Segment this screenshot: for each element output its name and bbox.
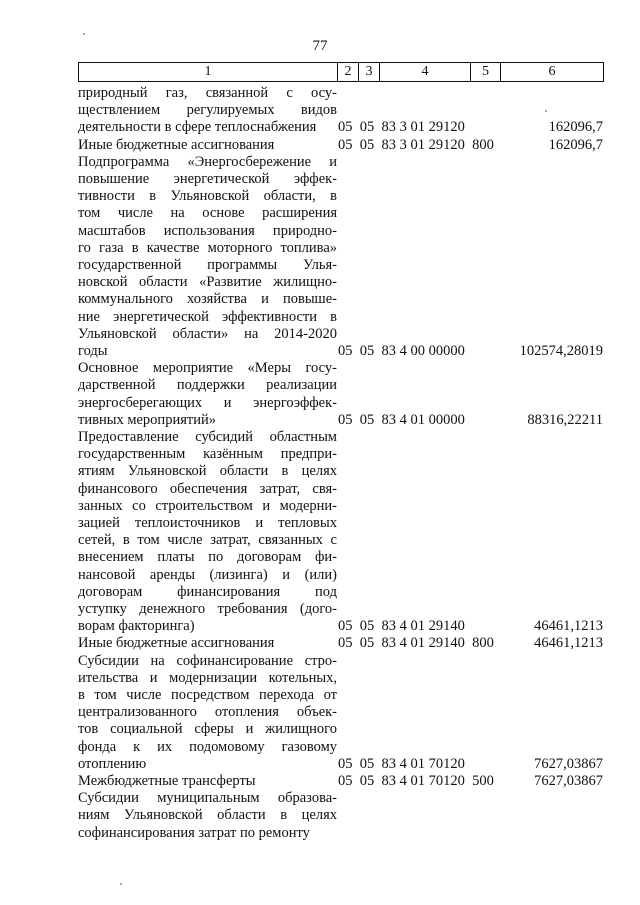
row-3-line-2: энергосберегающих и энергоэффек- [78,394,337,411]
row-1-line-0: Иные бюджетные ассигнования [78,136,275,153]
header-col-6: 6 [500,62,604,82]
row-4-line-2: ятиям Ульяновской области в целях [78,463,337,480]
row-6-line-3: централизованного отопления объек- [78,704,337,721]
row-3-line-3: тивных мероприятий» [78,411,216,428]
row-4-line-7: внесением платы по договорам фи- [78,549,337,566]
row-6-line-6: отоплению [78,755,147,772]
row-4-line-5: зацией теплоисточников и тепловых [78,515,337,531]
header-col-3: 3 [358,62,379,82]
row-1-amount: 162096,7 [548,136,603,153]
row-8-line-0: Субсидии муниципальным образова- [78,790,337,807]
row-5-code: 05 05 83 4 01 29140 800 [338,635,494,652]
row-6-line-1: ительства и модернизации котельных, [78,669,337,686]
row-5-amount: 46461,1213 [534,635,603,652]
row-0-line-2: деятельности в сфере теплоснабжения [78,119,317,136]
row-4-line-1: государственным казённым предпри- [78,446,337,463]
row-3-code: 05 05 83 4 01 00000 [338,411,465,428]
row-2-line-4: масштабов использования природно- [78,222,337,239]
row-4-code: 05 05 83 4 01 29140 [338,618,465,635]
row-6-line-0: Субсидии на софинансирование стро- [78,652,337,669]
row-4-line-8: нансовой аренды (лизинга) и (или) [78,566,337,583]
scan-speck [120,883,122,885]
header-col-5: 5 [470,62,500,82]
row-6-line-4: тов социальной сферы и жилищного [78,721,337,738]
row-1-code: 05 05 83 3 01 29120 800 [338,136,494,153]
row-2-line-9: ние энергетической эффективности в [78,308,337,325]
row-2-line-3: том числе на основе расширения [78,205,337,222]
row-4-line-4: занных со строительством и модерни- [78,497,337,514]
row-0-code: 05 05 83 3 01 29120 [338,119,465,136]
row-3-amount: 88316,22211 [527,411,603,428]
row-2-amount: 102574,28019 [519,343,603,359]
row-2-code: 05 05 83 4 00 00000 [338,343,465,359]
row-3-line-0: Основное мероприятие «Меры госу- [78,360,337,377]
row-7-line-0: Межбюджетные трансферты [78,773,256,789]
row-4-line-0: Предоставление субсидий областным [78,429,337,445]
row-2-line-6: государственной программы Улья- [78,257,337,273]
row-2-line-10: Ульяновской области» на 2014-2020 [78,325,337,342]
row-0-line-0: природный газ, связанной с осу- [78,85,337,101]
row-4-line-10: уступку денежного требования (дого- [78,601,337,617]
row-6-line-2: в том числе посредством перехода от [78,687,337,703]
row-8-line-1: ниям Ульяновской области в целях [78,807,337,824]
row-3-line-1: дарственной поддержки реализации [78,377,337,394]
row-6-code: 05 05 83 4 01 70120 [338,755,465,772]
row-2-line-2: тивности в Ульяновской области, в [78,188,337,205]
row-4-line-11: ворам факторинга) [78,618,195,635]
row-4-amount: 46461,1213 [534,618,603,635]
row-2-line-7: новской области «Развитие жилищно- [78,274,337,291]
scan-speck [545,110,547,112]
row-2-line-5: го газа в качестве моторного топлива» [78,239,337,256]
row-5-line-0: Иные бюджетные ассигнования [78,635,275,652]
row-2-line-11: годы [78,343,108,359]
row-8-line-2: софинансирования затрат по ремонту [78,824,310,841]
header-col-4: 4 [379,62,470,82]
header-col-1: 1 [78,62,337,82]
row-7-amount: 7627,03867 [534,773,603,789]
row-2-line-8: коммунального хозяйства и повыше- [78,291,337,308]
row-0-amount: 162096,7 [548,119,603,136]
row-0-line-1: ществлением регулируемых видов [78,102,337,119]
row-7-code: 05 05 83 4 01 70120 500 [338,773,494,789]
header-col-2: 2 [337,62,358,82]
row-2-line-0: Подпрограмма «Энергосбережение и [78,153,337,170]
row-4-line-3: финансового обеспечения затрат, свя- [78,480,337,497]
scan-speck [83,33,85,35]
row-4-line-6: сетей, в том числе затрат, связанных с [78,532,337,549]
row-6-amount: 7627,03867 [534,755,603,772]
page-number: 77 [312,38,328,54]
row-4-line-9: договорам финансирования под [78,583,337,600]
row-2-line-1: повышение энергетической эффек- [78,171,337,187]
row-6-line-5: фонда к их подомовому газовому [78,738,337,755]
